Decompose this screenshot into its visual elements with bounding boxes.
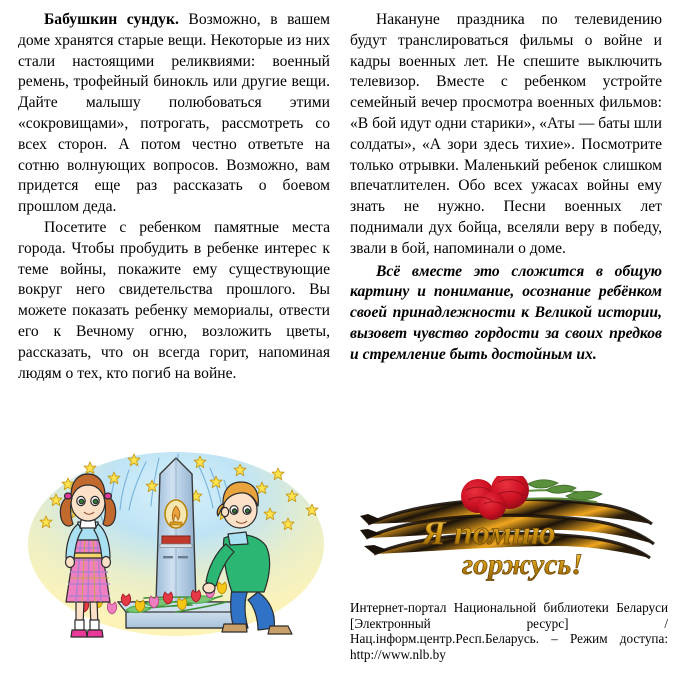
text-column-left <box>18 10 330 384</box>
illustration-children-at-memorial <box>26 452 326 680</box>
paragraph-body: Возможно, в вашем доме хранятся старые вещи. Некоторые из них стали настоящими реликвиями: военный ремень, трофейный бинокль или другие вещи. Дайте малышу полюбоваться этими «сокровищами», потрогать, рассмотреть со всех сторон. А потом честно ответьте на сотню волнующих вопросов. Возможно, вам придется еще раз рассказать о боевом прошлом деда. <box>18 11 330 216</box>
emblem-text-line-1: Я помню <box>422 515 556 552</box>
emblem-i-remember-i-am-proud <box>360 476 660 594</box>
paragraph-closing-emphasis: Всё вместе это сложится в общую картину и понимание, осознание ребёнком своей принадлежности к Великой истории, вызовет чувство гордости за своих предков и стремление быть достойным их. <box>350 262 662 363</box>
paragraph-war-films-on-tv: Накануне праздника по телевидению будут транслироваться фильмы о войне и кадры военных лет. Не спешите выключить телевизор. Вместе с ребенком устройте семейный вечер просмотра военных фильмов: «В бой идут одни старики», «Аты — баты шли солдаты», «А зори здесь тихие». Посмотрите только отрывки. Маленький ребенок слишком впечатлителен. Обо всех ужасах войны ему знать не нужно. Песни военных лет поднимали дух бойца, вселяли веру в победу, звали в бой, напоминали о доме. <box>350 11 662 257</box>
paragraph-visit-memorial-places: Посетите с ребенком памятные места города. Чтобы пробудить в ребенке интерес к теме войны, покажите ему существующие вокруг него свидетельства прошлого. Вы можете показать ребенку мемориалы, отвести его к Вечному огню, возложить цветы, рассказать, что он всегда горит, напоминая людям о тех, кто погиб на войне. <box>18 218 330 382</box>
emblem-text-line-2: горжусь! <box>462 548 583 581</box>
paragraph-lead-in-bold: Бабушкин сундук. <box>44 11 179 28</box>
source-citation: Интернет-портал Национальной библиотеки Беларуси [Электронный ресурс] / Нац.iнформ.центр.Респ.Беларусь. – Режим доступа: http://www.nlb.by <box>350 600 668 662</box>
obelisk-plaque <box>162 536 190 544</box>
paragraph-grandmothers-chest <box>18 10 330 218</box>
text-column-right <box>350 10 662 366</box>
